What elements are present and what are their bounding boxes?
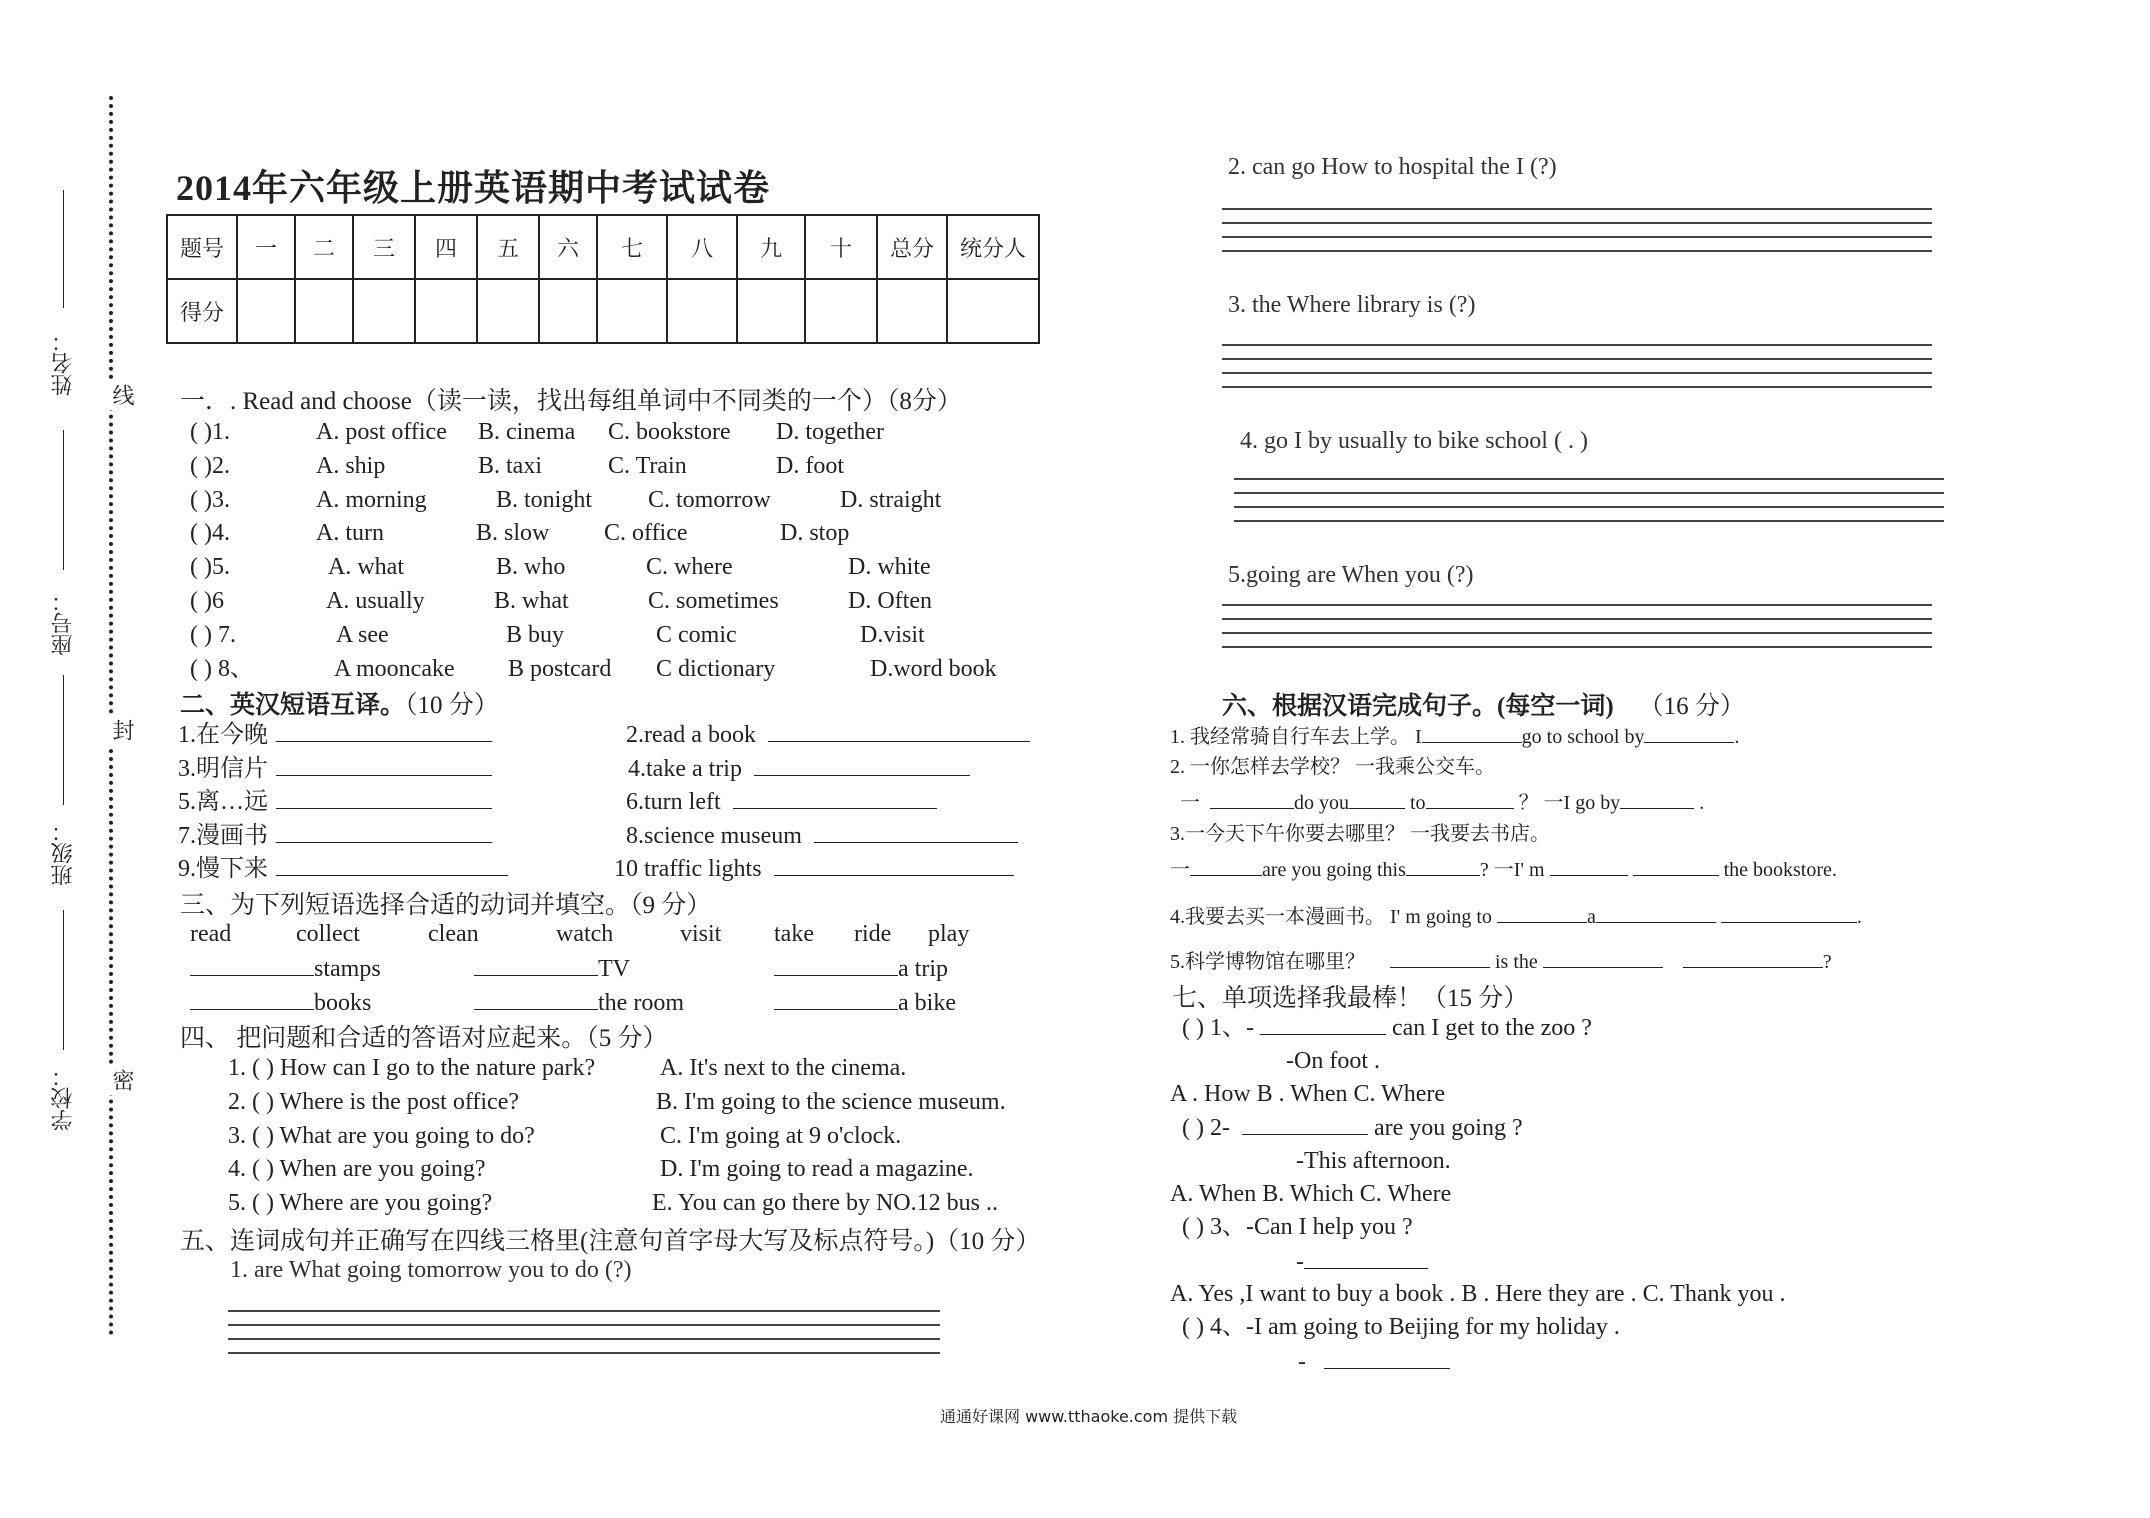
answer-blank[interactable] bbox=[1190, 853, 1262, 876]
answer-blank[interactable] bbox=[1633, 853, 1719, 876]
answer-dash: - bbox=[1298, 1349, 1306, 1375]
word-bank-item: watch bbox=[556, 921, 614, 947]
question-number: ( )2. bbox=[190, 452, 230, 479]
part6-text: do you bbox=[1294, 792, 1349, 814]
part6-points: （16 分） bbox=[1638, 693, 1745, 720]
option-text: B. who bbox=[496, 554, 566, 581]
score-cell[interactable] bbox=[667, 279, 737, 343]
fill-phrase-text: the room bbox=[598, 990, 684, 1016]
part6-text: ？ 一I go by bbox=[1518, 792, 1621, 814]
phrase-row-left bbox=[178, 820, 492, 851]
option-text: C dictionary bbox=[656, 655, 776, 682]
score-cell[interactable] bbox=[477, 279, 539, 343]
score-header-cell: 统分人 bbox=[947, 215, 1039, 279]
answer-blank[interactable] bbox=[1304, 1246, 1428, 1269]
part6-text: a bbox=[1586, 906, 1596, 928]
option-text: A see bbox=[336, 621, 389, 648]
part6-text: the bookstore. bbox=[1723, 859, 1837, 881]
option-text: A. ship bbox=[316, 452, 386, 479]
fill-phrase bbox=[774, 987, 956, 1018]
score-cell[interactable] bbox=[295, 279, 353, 343]
question-number: ( ) 1、- bbox=[1182, 1015, 1254, 1041]
word-bank-item: ride bbox=[854, 921, 892, 947]
score-header-cell: 九 bbox=[737, 215, 805, 279]
match-question: 3. ( ) What are you going to do? bbox=[228, 1122, 535, 1149]
option-text: B. taxi bbox=[478, 452, 542, 479]
part6-line-5 bbox=[1170, 853, 1837, 885]
fill-phrase-text: a bike bbox=[898, 990, 956, 1016]
answer-blank[interactable] bbox=[768, 719, 1030, 742]
word-bank-item: collect bbox=[296, 921, 360, 947]
answer-blank[interactable] bbox=[1550, 853, 1628, 876]
fill-phrase-text: stamps bbox=[314, 956, 381, 982]
class-blank[interactable] bbox=[63, 675, 64, 805]
part6-text: is the bbox=[1495, 951, 1538, 973]
option-text: B. what bbox=[494, 588, 569, 614]
phrase-label: 10 traffic lights bbox=[614, 856, 762, 883]
fill-phrase bbox=[474, 987, 684, 1018]
option-text: D.visit bbox=[860, 621, 925, 648]
seal-xian: 线 bbox=[106, 380, 137, 410]
option-text: A mooncake bbox=[334, 655, 455, 682]
question-number: ( )1. bbox=[190, 419, 230, 445]
part7-q1 bbox=[1182, 1012, 1592, 1043]
phrase-label: 6.turn left bbox=[626, 789, 721, 816]
answer-blank[interactable] bbox=[276, 820, 492, 843]
part6-line-1: 1. 我经常骑自行车去上学。 I go to school by . bbox=[1170, 720, 1739, 752]
part7-q4-answer bbox=[1298, 1346, 1450, 1377]
reorder-item: 3. the Where library is (?) bbox=[1228, 292, 1476, 318]
match-answer: E. You can go there by NO.12 bus .. bbox=[652, 1190, 998, 1217]
option-text: D.word book bbox=[870, 655, 997, 682]
part7-q3: ( ) 3、-Can I help you ? bbox=[1182, 1214, 1413, 1240]
answer-blank[interactable] bbox=[754, 753, 970, 776]
option-text: A. usually bbox=[326, 588, 425, 614]
answer-blank[interactable] bbox=[276, 786, 492, 809]
part6-line-6: 4.我要去买一本漫画书。 I' m going to a . bbox=[1170, 900, 1862, 932]
four-line-grid[interactable] bbox=[1222, 208, 1932, 264]
answer-blank[interactable] bbox=[1242, 1112, 1368, 1135]
score-cell[interactable] bbox=[415, 279, 477, 343]
reorder-item: 5.going are When you (?) bbox=[1228, 562, 1474, 588]
answer-blank[interactable] bbox=[1426, 786, 1514, 809]
answer-blank[interactable] bbox=[190, 987, 314, 1010]
score-table-header-row bbox=[167, 215, 1039, 279]
score-table bbox=[166, 214, 1040, 344]
option-text: C. office bbox=[604, 520, 688, 547]
word-bank-item: visit bbox=[680, 921, 722, 947]
part7-q3-options: A. Yes ,I want to buy a book . B . Here they are . C. Thank you . bbox=[1170, 1281, 1786, 1307]
part7-q2-answer: -This afternoon. bbox=[1296, 1148, 1451, 1174]
score-cell[interactable] bbox=[737, 279, 805, 343]
part7-q3-answer bbox=[1296, 1246, 1428, 1277]
score-header-cell: 一 bbox=[237, 215, 295, 279]
fill-phrase-text: TV bbox=[598, 956, 630, 982]
match-answer: D. I'm going to read a magazine. bbox=[660, 1156, 974, 1183]
part7-q2-options: A. When B. Which C. Where bbox=[1170, 1181, 1452, 1207]
part6-text: to bbox=[1410, 792, 1426, 814]
answer-blank[interactable] bbox=[774, 953, 898, 976]
answer-blank[interactable] bbox=[1644, 720, 1734, 743]
question-number: ( )4. bbox=[190, 520, 230, 547]
option-text: A. turn bbox=[316, 520, 384, 547]
question-number: ( )6 bbox=[190, 588, 224, 614]
fill-phrase-text: a trip bbox=[898, 956, 948, 982]
phrase-row-right bbox=[626, 719, 1030, 750]
answer-blank[interactable] bbox=[814, 820, 1018, 843]
part7-q4: ( ) 4、-I am going to Beijing for my holiday . bbox=[1182, 1314, 1620, 1340]
option-text: C. Train bbox=[608, 452, 687, 479]
match-question: 4. ( ) When are you going? bbox=[228, 1156, 486, 1183]
part1-heading: 一．. Read and choose（读一读，找出每组单词中不同类的一个）（8分） bbox=[180, 388, 962, 415]
answer-blank[interactable] bbox=[774, 853, 1014, 876]
part5-heading: 五、连词成句并正确写在四线三格里(注意句首字母大写及标点符号。)（10 分） bbox=[180, 1228, 1041, 1255]
answer-blank[interactable] bbox=[276, 853, 508, 876]
option-text: C. tomorrow bbox=[648, 486, 771, 513]
word-bank-item: clean bbox=[428, 921, 479, 947]
option-text: B. slow bbox=[476, 520, 550, 547]
phrase-row-left bbox=[178, 719, 492, 750]
part6-line-3: 一 do you to ？ 一I go by . bbox=[1180, 786, 1704, 818]
part6-text: go to school by bbox=[1521, 726, 1645, 748]
answer-blank[interactable] bbox=[1406, 853, 1480, 876]
score-header-cell: 四 bbox=[415, 215, 477, 279]
answer-blank[interactable] bbox=[733, 786, 937, 809]
four-line-grid[interactable] bbox=[1222, 604, 1932, 660]
name-blank[interactable] bbox=[63, 190, 64, 308]
answer-blank[interactable] bbox=[1620, 786, 1694, 809]
score-header-cell: 八 bbox=[667, 215, 737, 279]
phrase-row-right bbox=[626, 786, 937, 817]
phrase-label: 1.在今晚 bbox=[178, 722, 268, 748]
part6-line-4: 3.一今天下午你要去哪里？ 一我要去书店。 bbox=[1170, 823, 1550, 845]
reorder-item: 1. are What going tomorrow you to do (?) bbox=[230, 1257, 632, 1283]
part6-text: 5.科学博物馆在哪里？ bbox=[1170, 951, 1365, 973]
option-text: C. bookstore bbox=[608, 419, 731, 445]
phrase-row-left bbox=[178, 853, 508, 884]
answer-blank[interactable] bbox=[1390, 945, 1490, 968]
option-text: A. morning bbox=[316, 486, 427, 513]
seal-feng: 封 bbox=[106, 715, 137, 745]
phrase-label: 7.漫画书 bbox=[178, 822, 268, 849]
part6-text: 1. 我经常骑自行车去上学。 I bbox=[1170, 726, 1422, 748]
option-text: B. cinema bbox=[478, 419, 576, 445]
footer-text: 通通好课网 www.tthaoke.com 提供下载 bbox=[940, 1407, 1238, 1426]
option-text: D. white bbox=[848, 554, 931, 581]
phrase-row-right bbox=[628, 753, 970, 784]
score-header-cell: 六 bbox=[539, 215, 597, 279]
match-answer: C. I'm going at 9 o'clock. bbox=[660, 1122, 902, 1149]
score-cell[interactable] bbox=[539, 279, 597, 343]
score-header-cell: 十 bbox=[805, 215, 877, 279]
option-text: C comic bbox=[656, 621, 737, 648]
option-text: B buy bbox=[506, 621, 565, 648]
question-number: ( )5. bbox=[190, 554, 230, 581]
reorder-item: 2. can go How to hospital the I (?) bbox=[1228, 154, 1557, 180]
fill-phrase bbox=[190, 953, 381, 984]
class-label: 班级： bbox=[51, 820, 76, 886]
school-label: 学校： bbox=[51, 1065, 76, 1131]
part6-text: 一 bbox=[1170, 859, 1190, 881]
option-text: A. what bbox=[328, 554, 404, 581]
name-label: 姓名： bbox=[51, 330, 76, 396]
part6-text: 4.我要去买一本漫画书。 I' m going to bbox=[1170, 906, 1492, 928]
option-text: D. stop bbox=[780, 520, 850, 547]
phrase-label: 3.明信片 bbox=[178, 755, 268, 782]
answer-blank[interactable] bbox=[1683, 945, 1823, 968]
page-title: 2014年六年级上册英语期中考试试卷 bbox=[176, 168, 771, 208]
phrase-label: 2.read a book bbox=[626, 722, 756, 748]
fill-phrase bbox=[474, 953, 630, 984]
four-line-grid[interactable] bbox=[1234, 478, 1944, 534]
part2-points: （10 分） bbox=[405, 692, 499, 719]
answer-blank[interactable] bbox=[190, 953, 314, 976]
part6-line-2: 2. 一你怎样去学校？ 一我乘公交车。 bbox=[1170, 756, 1495, 778]
phrase-label: 8.science museum bbox=[626, 822, 802, 849]
answer-blank[interactable] bbox=[1721, 900, 1857, 923]
score-table-score-row bbox=[167, 279, 1039, 343]
answer-blank[interactable] bbox=[1497, 900, 1587, 923]
score-cell[interactable] bbox=[877, 279, 947, 343]
score-header-cell: 五 bbox=[477, 215, 539, 279]
answer-blank[interactable] bbox=[1596, 900, 1716, 923]
answer-blank[interactable] bbox=[276, 753, 492, 776]
part4-heading: 四、 把问题和合适的答语对应起来。（5 分） bbox=[180, 1025, 668, 1052]
option-text: C. sometimes bbox=[648, 588, 779, 614]
match-question: 1. ( ) How can I go to the nature park? bbox=[228, 1055, 596, 1081]
part6-text: ? 一I' m bbox=[1479, 859, 1545, 881]
part6-text: ? bbox=[1822, 951, 1832, 973]
score-row-label: 得分 bbox=[167, 279, 237, 343]
score-cell[interactable] bbox=[947, 279, 1039, 343]
question-number: ( )3. bbox=[190, 486, 230, 513]
word-bank-item: take bbox=[774, 921, 814, 947]
option-text: B. tonight bbox=[496, 486, 593, 513]
seal-mi: 密 bbox=[106, 1065, 137, 1095]
score-cell[interactable] bbox=[237, 279, 295, 343]
option-text: C. where bbox=[646, 554, 733, 581]
answer-blank[interactable] bbox=[1324, 1346, 1450, 1369]
answer-blank[interactable] bbox=[1349, 786, 1405, 809]
seat-blank[interactable] bbox=[63, 430, 64, 570]
part7-q1-options: A . How B . When C. Where bbox=[1170, 1081, 1446, 1107]
question-text: can I get to the zoo ? bbox=[1391, 1015, 1592, 1041]
answer-blank[interactable] bbox=[774, 987, 898, 1010]
part3-heading: 三、为下列短语选择合适的动词并填空。（9 分） bbox=[180, 892, 712, 919]
option-text: D. Often bbox=[848, 588, 932, 614]
four-line-grid[interactable] bbox=[228, 1310, 940, 1366]
phrase-row-left bbox=[178, 786, 492, 817]
phrase-label: 4.take a trip bbox=[628, 755, 742, 782]
phrase-row-right bbox=[614, 853, 1014, 884]
answer-blank[interactable] bbox=[1543, 945, 1663, 968]
phrase-label: 9.慢下来 bbox=[178, 856, 268, 883]
fill-phrase bbox=[190, 987, 371, 1018]
answer-blank[interactable] bbox=[1422, 720, 1522, 743]
score-header-cell: 总分 bbox=[877, 215, 947, 279]
option-text: B postcard bbox=[508, 655, 612, 682]
reorder-item: 4. go I by usually to bike school ( . ) bbox=[1240, 428, 1588, 454]
answer-blank[interactable] bbox=[474, 987, 598, 1010]
part2-heading bbox=[180, 685, 499, 721]
option-text: D. straight bbox=[840, 486, 942, 513]
part2-heading-text: 二、英汉短语互译。 bbox=[180, 692, 406, 719]
question-number: ( ) 7. bbox=[190, 621, 236, 648]
score-cell[interactable] bbox=[353, 279, 415, 343]
match-answer: B. I'm going to the science museum. bbox=[656, 1088, 1006, 1115]
option-text: D. foot bbox=[776, 452, 844, 479]
phrase-row-left bbox=[178, 753, 492, 784]
question-number: ( ) 2- bbox=[1182, 1115, 1230, 1141]
answer-blank[interactable] bbox=[1260, 1012, 1386, 1035]
score-header-cell: 二 bbox=[295, 215, 353, 279]
school-blank[interactable] bbox=[63, 910, 64, 1050]
score-cell[interactable] bbox=[805, 279, 877, 343]
option-text: D. together bbox=[776, 419, 884, 445]
fill-phrase bbox=[774, 953, 948, 984]
part7-q1-answer: -On foot . bbox=[1286, 1048, 1380, 1074]
score-cell[interactable] bbox=[597, 279, 667, 343]
word-bank-item: play bbox=[928, 921, 970, 947]
score-header-cell: 题号 bbox=[167, 215, 237, 279]
phrase-label: 5.离…远 bbox=[178, 789, 268, 816]
part6-heading-text: 六、根据汉语完成句子。(每空一词) bbox=[1222, 693, 1614, 720]
four-line-grid[interactable] bbox=[1222, 344, 1932, 400]
part7-q2 bbox=[1182, 1112, 1523, 1143]
answer-blank[interactable] bbox=[1210, 786, 1294, 809]
word-bank-item: read bbox=[190, 921, 232, 947]
score-header-cell: 七 bbox=[597, 215, 667, 279]
question-number: ( ) 8、 bbox=[190, 655, 254, 682]
part6-heading bbox=[1222, 686, 1745, 722]
fill-phrase-text: books bbox=[314, 990, 372, 1016]
match-question: 2. ( ) Where is the post office? bbox=[228, 1088, 520, 1115]
answer-dash: - bbox=[1296, 1249, 1304, 1275]
phrase-row-right bbox=[626, 820, 1018, 851]
answer-blank[interactable] bbox=[474, 953, 598, 976]
match-question: 5. ( ) Where are you going? bbox=[228, 1190, 493, 1217]
part6-line-7 bbox=[1170, 945, 1832, 977]
seat-label: 座号： bbox=[51, 590, 76, 656]
part6-text: 一 bbox=[1180, 792, 1200, 814]
question-text: are you going ? bbox=[1373, 1115, 1523, 1141]
option-text: A. post office bbox=[316, 419, 447, 445]
part7-heading: 七、单项选择我最棒！（15 分） bbox=[1172, 985, 1529, 1012]
part6-text: are you going this bbox=[1262, 859, 1406, 881]
match-answer: A. It's next to the cinema. bbox=[660, 1055, 907, 1081]
score-header-cell: 三 bbox=[353, 215, 415, 279]
answer-blank[interactable] bbox=[276, 719, 492, 742]
